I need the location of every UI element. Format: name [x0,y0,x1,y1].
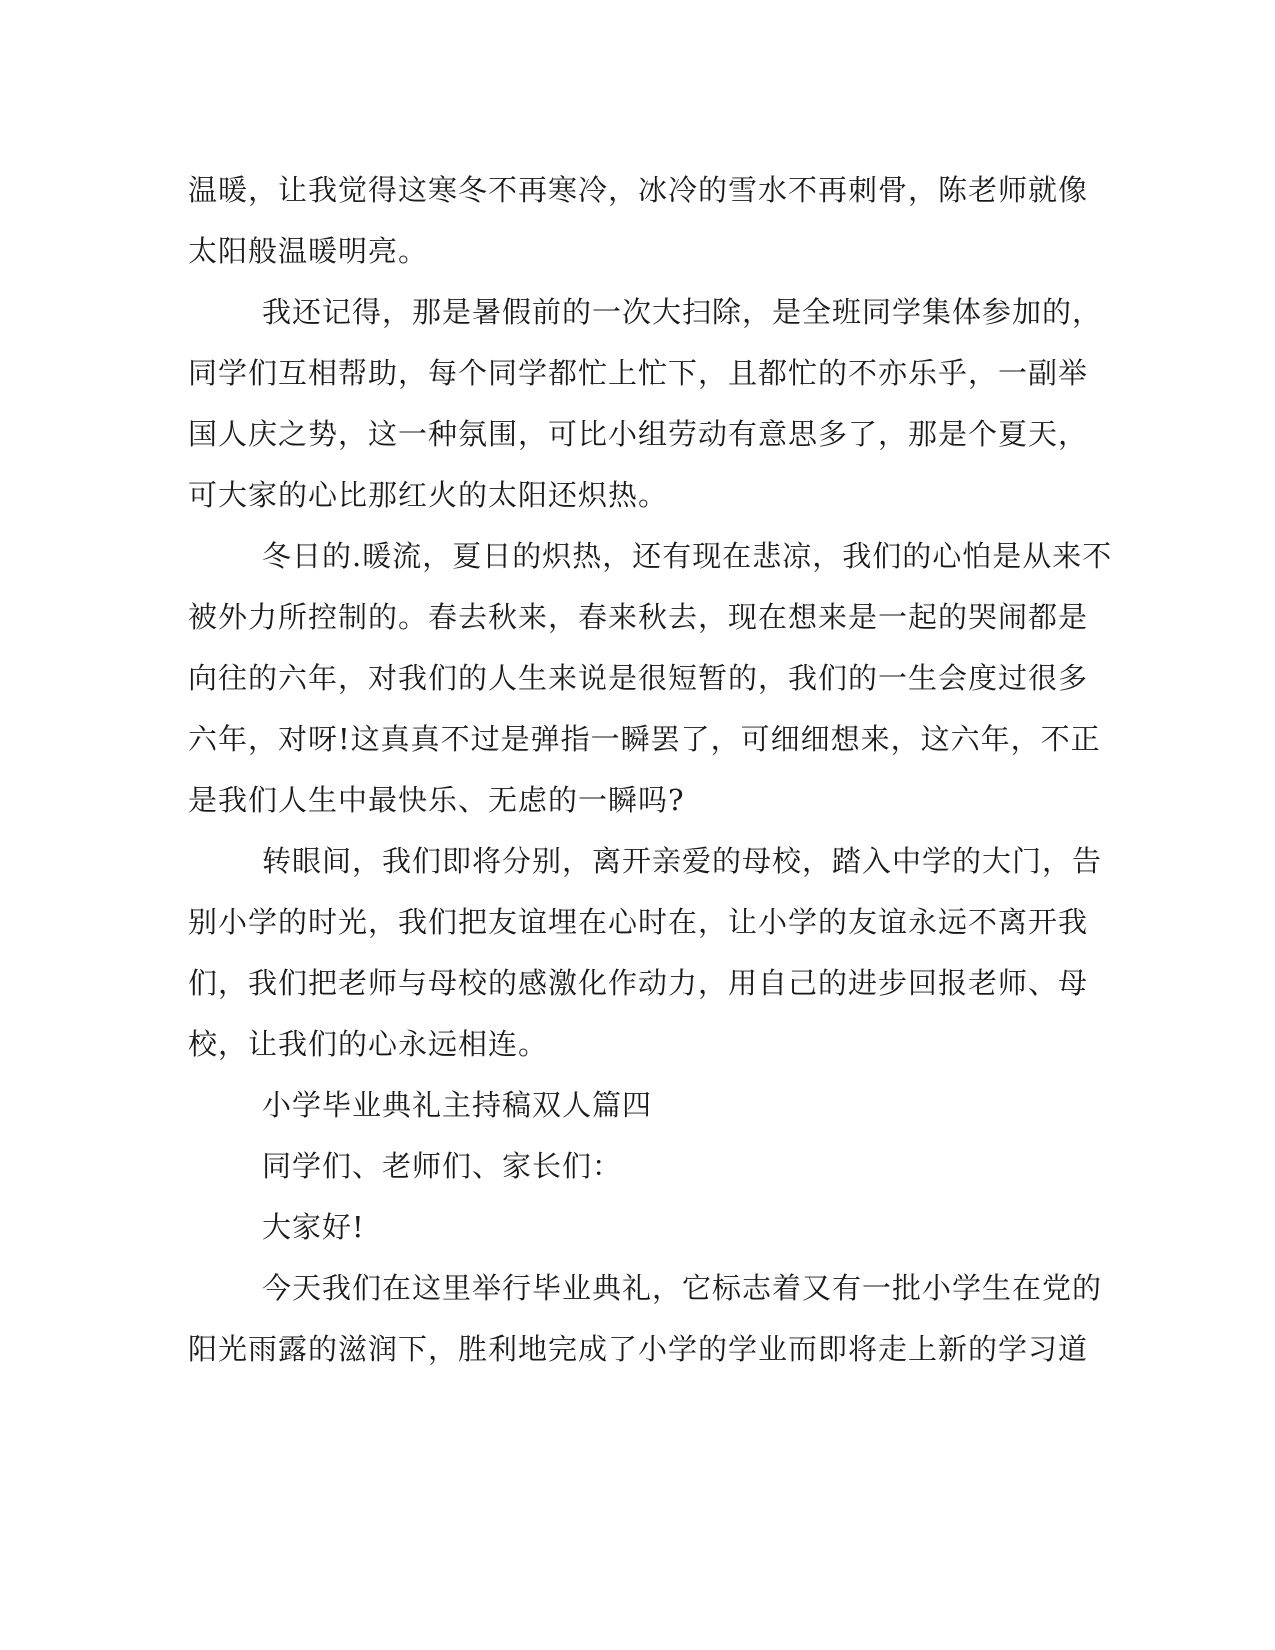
text-line: 可大家的心比那红火的太阳还炽热。 [188,478,669,512]
text-line: 小学毕业典礼主持稿双人篇四 [262,1088,653,1122]
paragraph [188,1258,1103,1380]
text-line: 今天我们在这里举行毕业典礼，它标志着又有一批小学生在党的 [262,1271,1103,1305]
text-line: 温暖，让我觉得这寒冬不再寒冷，冰冷的雪水不再刺骨，陈老师就像 [188,173,1089,207]
text-line: 别小学的时光，我们把友谊埋在心时在，让小学的友谊永远不离开我 [188,905,1089,939]
salutation [188,1136,1078,1197]
text-line: 同学们互相帮助，每个同学都忙上忙下，且都忙的不亦乐乎，一副举 [188,356,1089,390]
paragraph [188,160,1089,282]
text-line: 转眼间，我们即将分别，离开亲爱的母校，踏入中学的大门，告 [262,844,1103,878]
greeting [188,1197,1078,1258]
text-line: 大家好! [262,1210,365,1244]
section-heading [188,1075,1078,1136]
paragraph [188,282,1103,526]
text-line: 们，我们把老师与母校的感激化作动力，用自己的进步回报老师、母 [188,966,1089,1000]
text-line: 向往的六年，对我们的人生来说是很短暂的，我们的一生会度过很多 [188,661,1089,695]
text-line: 我还记得，那是暑假前的一次大扫除，是全班同学集体参加的， [262,295,1103,329]
text-line: 被外力所控制的。春去秋来，春来秋去，现在想来是一起的哭闹都是 [188,600,1089,634]
text-line: 六年，对呀!这真真不过是弹指一瞬罢了，可细细想来，这六年，不正 [188,722,1101,756]
text-line: 阳光雨露的滋润下，胜利地完成了小学的学业而即将走上新的学习道 [188,1332,1089,1366]
text-line: 是我们人生中最快乐、无虑的一瞬吗? [188,783,685,817]
text-line: 校，让我们的心永远相连。 [188,1027,549,1061]
text-line: 太阳般温暖明亮。 [188,234,429,268]
text-line: 同学们、老师们、家长们： [262,1149,623,1183]
paragraph [188,831,1103,1075]
document-body [188,160,1113,1380]
text-line: 冬日的.暖流，夏日的炽热，还有现在悲凉，我们的心怕是从来不 [262,539,1113,573]
text-line: 国人庆之势，这一种氛围，可比小组劳动有意思多了，那是个夏天， [188,417,1089,451]
paragraph [188,526,1113,831]
